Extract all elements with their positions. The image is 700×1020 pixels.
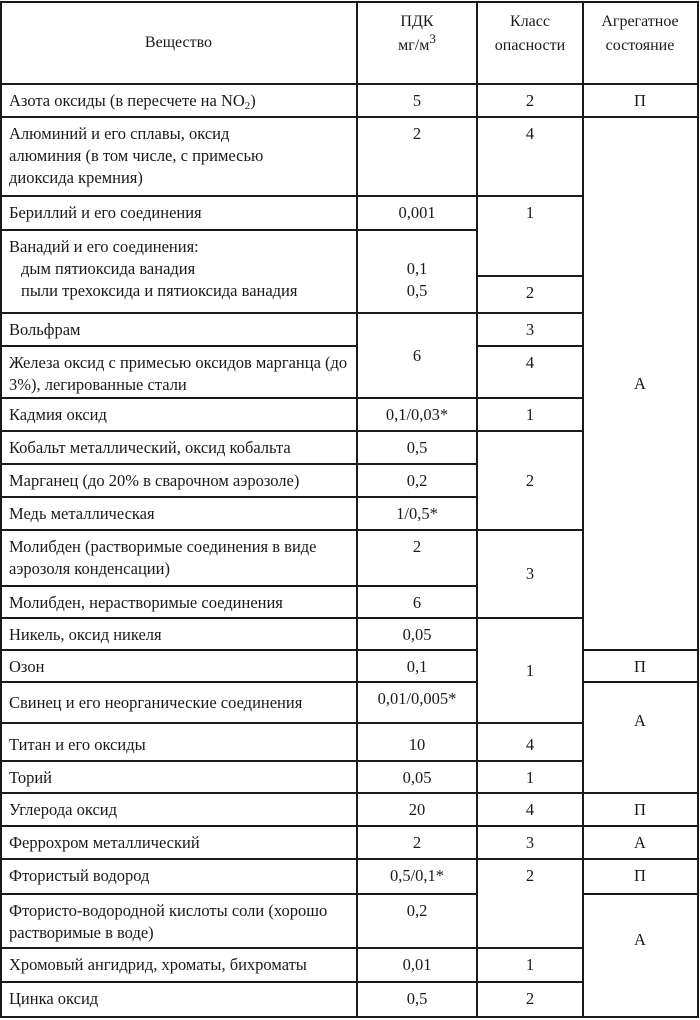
border-top (0, 1, 699, 3)
row-4-name: Вольфрам (9, 320, 81, 339)
row-line (0, 229, 478, 231)
col-sep-2 (476, 1, 478, 1018)
row-line (0, 496, 478, 498)
row-7-pdk: 0,5 (406, 438, 428, 457)
row-2-name: Бериллий и его соединения (9, 203, 202, 222)
row-8-name: Марганец (до 20% в сварочном аэрозоле) (9, 471, 300, 490)
row-line (0, 195, 584, 197)
row-7-class: 2 (525, 470, 535, 490)
row-0-name (0, 84, 357, 117)
header-pdk-line1: ПДК (400, 13, 434, 30)
col-sep-1 (356, 1, 358, 1018)
row-line (0, 397, 584, 399)
border-left (0, 1, 2, 1018)
header-class-line1: Класс (510, 13, 550, 30)
row-15-name: Титан и его оксиды (9, 735, 146, 754)
state-merged-a-2: А (634, 710, 646, 730)
row-11-pdk: 6 (412, 593, 422, 612)
row-1-class: 4 (525, 124, 535, 143)
header-state-line1: Агрегатное (601, 13, 679, 30)
row-5-class: 4 (525, 353, 535, 372)
row-15-pdk: 10 (408, 735, 426, 754)
row-1-pdk: 2 (412, 124, 422, 143)
row-15-class: 4 (525, 735, 535, 754)
row-6-pdk: 0,1/0,03* (385, 405, 449, 424)
row-13-pdk: 0,1 (406, 657, 428, 676)
row-18-pdk: 2 (412, 833, 422, 852)
row-17-state: П (634, 800, 646, 819)
row-19-pdk: 0,5/0,1* (389, 866, 445, 885)
row-10-pdk: 2 (412, 537, 422, 556)
row-line (0, 430, 584, 432)
row-3-name (0, 230, 357, 313)
row-18-name: Феррохром металлический (9, 833, 200, 852)
row-16-class: 1 (525, 768, 535, 787)
row-line (0, 345, 357, 347)
row-0-state: П (634, 91, 646, 110)
row-line (0, 722, 584, 724)
row-9-name: Медь металлическая (9, 504, 155, 523)
row-line (0, 760, 584, 762)
row-3-sub2: пыли трехоксида и пятиоксида ванадия (21, 281, 298, 300)
row-line (0, 617, 584, 619)
row-12-pdk: 0,05 (402, 625, 432, 644)
row-line (477, 345, 584, 347)
row-10-name: Молибден (растворимые соединения в виде аэрозоля конденсации) (9, 537, 317, 578)
row-line (582, 893, 699, 895)
row-line (0, 312, 584, 314)
row-line (477, 275, 584, 277)
header-class (477, 2, 583, 84)
row-line (582, 681, 699, 683)
row-3-pdk (357, 230, 477, 313)
row-22-class: 2 (525, 989, 535, 1008)
state-merged-a-1: А (634, 373, 646, 393)
row-16-name: Торий (9, 768, 52, 787)
row-line (0, 792, 699, 794)
row-17-name: Углерода оксид (9, 800, 117, 819)
row-8-pdk: 0,2 (406, 471, 428, 490)
row-21-name: Хромовый ангидрид, хроматы, бихроматы (9, 955, 307, 974)
row-1-name: Алюминий и его сплавы, оксид алюминия (в том числе, с примесью диоксида кремния) (9, 124, 264, 187)
row-3-name-text: Ванадий и его соединения: (9, 237, 199, 256)
row-13-name: Озон (9, 657, 45, 676)
row-0-class: 2 (525, 91, 535, 110)
row-line (582, 649, 699, 651)
row-line (0, 585, 478, 587)
row-0-name-tail: ) (250, 91, 256, 110)
row-2-class: 1 (525, 203, 535, 222)
row-17-class: 4 (525, 800, 535, 819)
border-bottom (0, 1016, 699, 1018)
header-class-line2: опасности (494, 37, 566, 54)
row-3-class2: 2 (525, 283, 535, 302)
header-pdk (357, 2, 477, 84)
row-line (0, 649, 478, 651)
header-pdk-unit: мг/м (398, 37, 430, 54)
row-2-pdk: 0,001 (398, 203, 436, 222)
row-0-name-text: Азота оксиды (в пересчете на NO (9, 91, 245, 110)
row-9-pdk: 1/0,5* (396, 504, 438, 523)
header-pdk-sup: 3 (429, 31, 436, 46)
header-substance-label: Вещество (144, 34, 213, 51)
row-line (0, 463, 478, 465)
header-state-line2: состояние (605, 37, 675, 54)
row-20-name: Фтористо-водородной кислоты соли (хорошо растворимые в воде) (9, 901, 328, 942)
row-line (0, 681, 478, 683)
row-4-class: 3 (525, 320, 535, 339)
row-7-name: Кобальт металлический, оксид кобальта (9, 438, 291, 457)
row-10-class: 3 (525, 564, 535, 583)
col-sep-3 (582, 1, 584, 1018)
row-12-name: Никель, оксид никеля (9, 625, 162, 644)
row-11-name: Молибден, нерастворимые соединения (9, 593, 283, 612)
row-5-name: Железа оксид с примесью оксидов марганца (до 3%), легированные стали (9, 353, 348, 394)
row-line (0, 116, 699, 118)
row-21-pdk: 0,01 (402, 955, 432, 974)
row-line (0, 893, 478, 895)
state-merged-a-3: А (634, 930, 646, 949)
row-17-pdk: 20 (408, 800, 426, 819)
row-12-class: 1 (525, 660, 535, 680)
row-6-name: Кадмия оксид (9, 405, 107, 424)
header-substance (0, 2, 357, 84)
row-14-name: Свинец и его неорганические соединения (9, 692, 303, 712)
row-line (0, 981, 584, 983)
row-4-pdk: 6 (412, 345, 422, 365)
row-14-pdk: 0,01/0,005* (377, 689, 457, 708)
row-13-state: П (634, 657, 646, 676)
row-22-name: Цинка оксид (9, 989, 99, 1008)
row-22-pdk: 0,5 (406, 989, 428, 1008)
row-18-class: 3 (525, 833, 535, 852)
header-state (583, 2, 697, 84)
row-19-name: Фтористый водород (9, 866, 150, 885)
row-3-pdk2: 0,5 (406, 281, 428, 300)
row-3-pdk1: 0,1 (406, 259, 428, 278)
row-19-state: П (634, 866, 646, 885)
row-0-name-sub: 2 (244, 100, 251, 112)
row-19-class: 2 (525, 866, 535, 885)
row-line (0, 858, 699, 860)
row-line (0, 529, 584, 531)
row-line (0, 825, 699, 827)
row-6-class: 1 (525, 405, 535, 424)
row-18-state: А (634, 833, 646, 852)
row-line (0, 83, 699, 85)
border-right (697, 1, 699, 1018)
row-0-pdk: 5 (412, 91, 422, 110)
row-20-pdk: 0,2 (406, 901, 428, 920)
row-21-class: 1 (525, 955, 535, 974)
row-16-pdk: 0,05 (402, 768, 432, 787)
row-line (0, 947, 584, 949)
row-3-sub1: дым пятиоксида ванадия (21, 259, 196, 278)
